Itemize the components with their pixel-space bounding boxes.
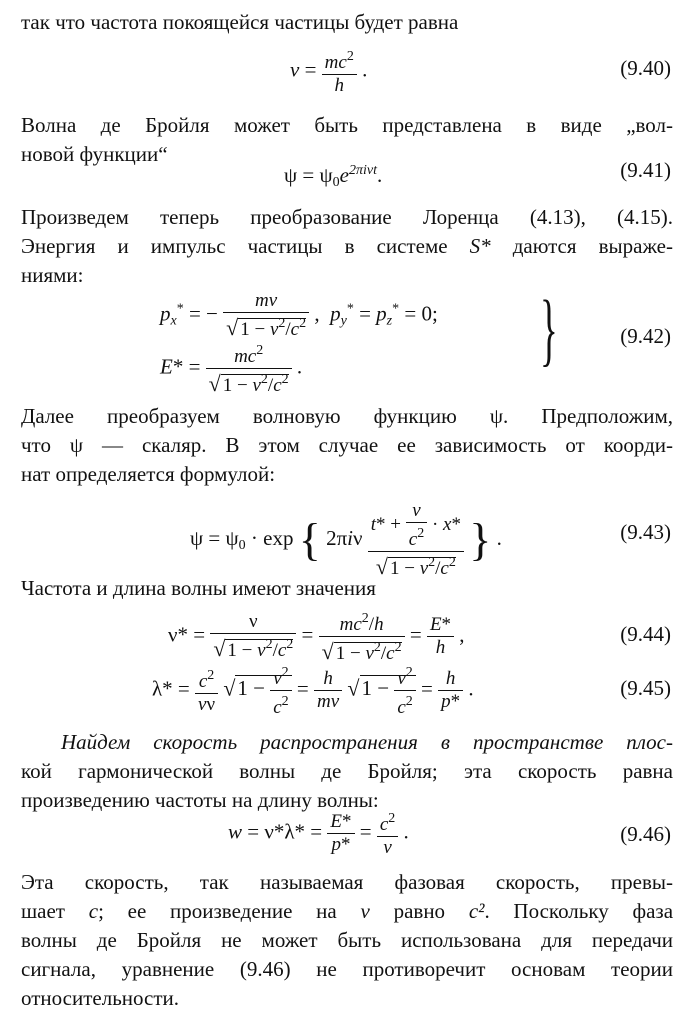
paragraph-4 xyxy=(21,402,673,489)
text-line: кой гармонической волны де Бройля; эта скорость равна xyxy=(21,759,673,783)
paragraph-7 xyxy=(21,868,673,1013)
formula-momentum: $p_x^*$ = − $\frac{mv}{√ 1 - v^2/c^2}$ , $p_y^* = p_z^* = 0$; xyxy=(160,290,438,340)
text-line: ниями: xyxy=(21,263,84,287)
equation-number: (9.44) xyxy=(620,622,671,646)
right-brace: } xyxy=(540,283,558,374)
text-line: нат определяется формулой: xyxy=(21,462,276,486)
paragraph-1 xyxy=(21,8,673,37)
equation-number: (9.40) xyxy=(620,56,671,80)
formula: $\psi = \psi_0e^{2\pi i\nu t}$. xyxy=(284,163,383,190)
formula: w = ν*λ* = $\frac{E*}{p*}$ = $\frac{c^2}{v}$ . xyxy=(228,811,409,858)
text-line: Эта скорость, так называемая фазовая скорость, превы- xyxy=(21,870,673,894)
text-line: Энергия и импульс частицы в системе S* даются выраже- xyxy=(21,234,673,258)
equation-9-44 xyxy=(0,608,693,664)
text-line: Найдем скорость распространения в пространстве плос- xyxy=(61,730,673,754)
equation-9-45 xyxy=(0,662,693,718)
equation-number: (9.43) xyxy=(620,520,671,544)
formula-energy: E* = $\frac{mc^2}{√ 1 - v^2/c^2}$ . xyxy=(160,343,303,396)
text-line: сигнала, уравнение (9.46) не противоречит основам теории xyxy=(21,957,673,981)
equation-number: (9.42) xyxy=(620,324,671,348)
formula: ν* = $\frac{\nu}{√ 1 - v^2/c^2}$ = $\frac{mc^2/h}{√ 1 - v^2/c^2}$ = $\frac{E*}{h}$ , xyxy=(168,611,465,664)
text-line: Волна де Бройля может быть представлена в виде „вол- xyxy=(21,113,673,137)
formula: $\psi = \psi_0 \cdot \exp$ { 2πiν t* + $\frac{v}{c^2}$ · x* √ $1 - v^2/c^2$ } . xyxy=(190,500,502,579)
equation-9-40 xyxy=(0,48,693,96)
equation-number: (9.46) xyxy=(620,822,671,846)
text-line: волны де Бройля не может быть использована для передачи xyxy=(21,928,673,952)
paragraph-3 xyxy=(21,203,673,290)
equation-9-43 xyxy=(0,500,693,579)
text-line: новой функции“ xyxy=(21,142,168,166)
equation-9-41 xyxy=(0,156,693,196)
paragraph-5 xyxy=(21,574,673,603)
equation-9-42 xyxy=(0,283,693,396)
paragraph-6 xyxy=(21,728,673,815)
text-line: Произведем теперь преобразование Лоренца (4.13), (4.15). xyxy=(21,205,673,229)
text-line: шает c; ее произведение на v равно c². Поскольку фаза xyxy=(21,899,674,923)
text-line: Частота и длина волны имеют значения xyxy=(21,576,376,600)
equation-number: (9.45) xyxy=(620,676,671,700)
equation-number: (9.41) xyxy=(620,158,671,182)
equation-9-46 xyxy=(0,808,693,856)
text-line: произведению частоты на длину волны: xyxy=(21,788,379,812)
text-line: Далее преобразуем волновую функцию ψ. Предположим, xyxy=(21,404,673,428)
text-line: так что частота покоящейся частицы будет равна xyxy=(21,10,459,34)
formula: ν = $\frac{mc^2}{h}$ . xyxy=(290,49,368,96)
text-line: что ψ — скаляр. В этом случае ее зависимость от коорди- xyxy=(21,433,673,457)
text-line: относительности. xyxy=(21,986,180,1010)
formula: λ* = $\frac{c^2}{v\nu}$ √1 − $\frac{v^2}{c^2}$ = $\frac{h}{mv}$ √1 − $\frac{v^2}{c^2}$ = $\frac{h}{p*}$ . xyxy=(152,665,474,718)
